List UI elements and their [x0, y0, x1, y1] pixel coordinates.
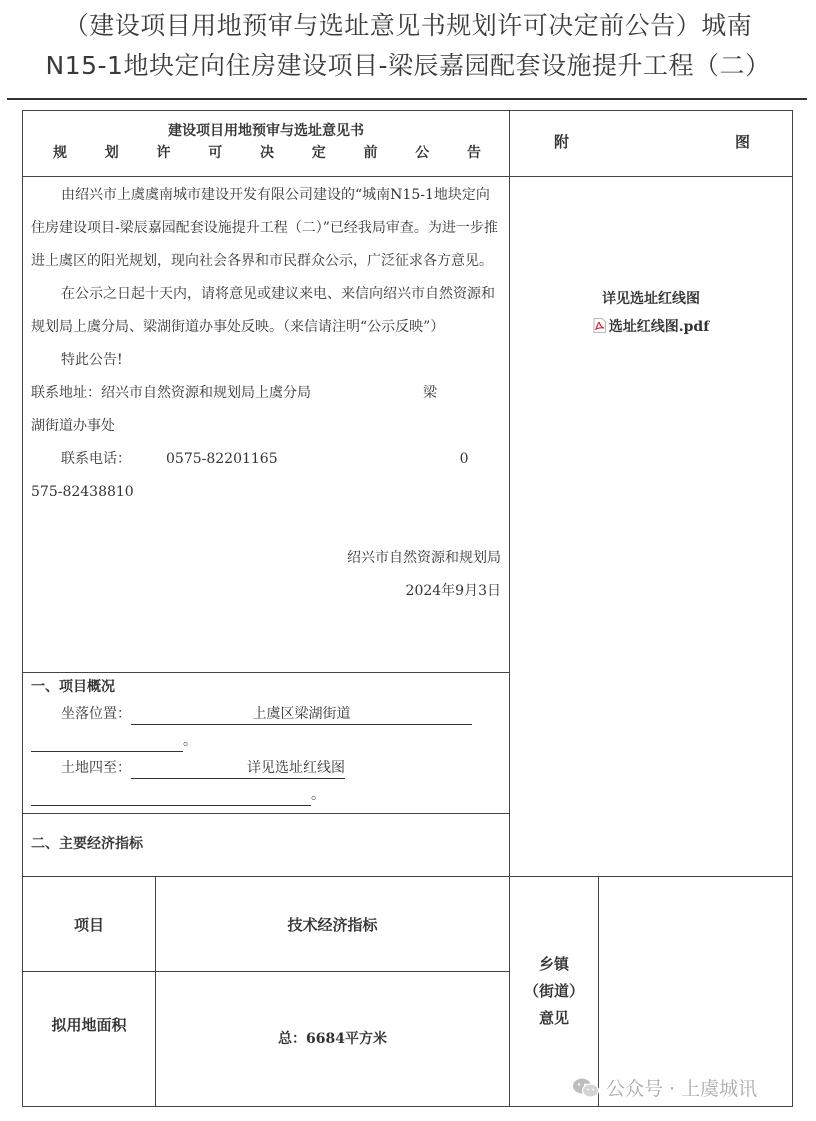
signature: 绍兴市自然资源和规划局: [347, 550, 501, 566]
town-opinion-value: [599, 877, 793, 1107]
notice-paragraph-1: 由绍兴市上虞虞南城市建设开发有限公司建设的“城南N15-1地块定向住房建设项目-梁辰嘉园配套设施提升工程（二）”已经我局审查。为进一步推进上虞区的阳光规划，现向社会各界和市民群众公示，广泛征求各方意见。: [31, 187, 498, 269]
subtitle-char: 规: [53, 145, 67, 161]
end-mark: 。: [183, 733, 197, 749]
economics-heading-cell: [23, 814, 510, 877]
notice-row: [23, 177, 793, 673]
contact-address-line-1: 联系地址：绍兴市自然资源和规划局上虞分局 梁: [31, 385, 437, 401]
attachment-header-char: 附: [554, 133, 570, 151]
notice-paragraph-2: 在公示之日起十天内，请将意见或建议来电、来信向绍兴市自然资源和规划局上虞分局、梁湖街道办事处反映。（来信请注明“公示反映”）: [31, 286, 495, 335]
location-line: [31, 701, 501, 728]
land-area-label: 拟用地面积: [23, 972, 156, 1107]
title-divider: [7, 98, 807, 100]
town-opinion-line-1: 乡镇: [538, 955, 569, 973]
contact-phone-line-1: 联系电话： 0575-82201165 0: [61, 451, 469, 467]
notice-body: [23, 177, 509, 608]
contact-address-line-2: 湖街道办事处: [31, 418, 115, 434]
attachment-header-cell: [510, 111, 793, 177]
subtitle-char: 公: [415, 145, 430, 161]
title-line-2: N15-1地块定向住房建设项目-梁辰嘉园配套设施提升工程（二）: [45, 51, 771, 80]
watermark: [572, 1074, 757, 1101]
title-line-1: （建设项目用地预审与选址意见书规划许可决定前公告）城南: [63, 11, 753, 40]
boundary-underline: [31, 785, 311, 806]
notice-header-title: 建设项目用地预审与选址意见书: [168, 123, 364, 139]
boundary-line-continued: [31, 782, 501, 809]
col-item: 项目: [23, 877, 156, 972]
watermark-text: 公众号 · 上虞城讯: [606, 1078, 758, 1100]
subtitle-char: 许: [156, 145, 171, 161]
economics-columns-row: [23, 877, 793, 972]
attachment-header: [510, 111, 792, 152]
page-title: [0, 6, 816, 86]
subtitle-char: 划: [104, 145, 119, 161]
attachment-header-char: 图: [734, 133, 750, 151]
land-area-value: 总：6684平方米: [156, 972, 510, 1107]
town-opinion-line-2: （街道）: [523, 982, 584, 1000]
subtitle-char: 定: [311, 145, 326, 161]
blank-line: [31, 509, 501, 542]
pdf-icon: [593, 318, 606, 333]
location-label: 坐落位置：: [61, 706, 131, 722]
location-value: 上虞区梁湖街道: [131, 704, 472, 725]
col-indicator: 技术经济指标: [156, 877, 510, 972]
boundary-label: 土地四至：: [61, 760, 131, 776]
end-mark: 。: [311, 787, 325, 803]
town-opinion-line-3: 意见: [538, 1009, 569, 1027]
notice-paragraph-3: 特此公告!: [61, 352, 123, 368]
location-underline: [31, 731, 183, 752]
contact-phone-line-2: 575-82438810: [31, 484, 134, 500]
overview-heading: 一、项目概况: [31, 679, 115, 695]
attachment-filename[interactable]: 选址红线图.pdf: [608, 319, 710, 335]
town-opinion-label: [510, 877, 599, 1107]
location-line-continued: [31, 728, 501, 755]
attachment-cell: [510, 177, 793, 877]
attachment-label: 详见选址红线图: [602, 291, 700, 307]
notice-table: [22, 110, 793, 1107]
overview-cell: [23, 673, 510, 814]
overview-body: [23, 673, 509, 809]
subtitle-char: 告: [467, 145, 481, 161]
attachment-link[interactable]: [510, 313, 792, 341]
header-row: [23, 111, 793, 177]
subtitle-char: 前: [363, 145, 378, 161]
boundary-value: 详见选址红线图: [131, 758, 345, 779]
notice-header-subtitle: [23, 142, 509, 164]
subtitle-char: 决: [260, 145, 274, 161]
wechat-icon: [572, 1077, 600, 1099]
attachment-block: [510, 177, 792, 341]
notice-body-cell: [23, 177, 510, 673]
notice-date: 2024年9月3日: [405, 583, 501, 599]
subtitle-char: 可: [208, 145, 223, 161]
boundary-line: [31, 755, 501, 782]
economics-heading: 二、主要经济指标: [31, 836, 143, 852]
notice-header-cell: [23, 111, 510, 177]
